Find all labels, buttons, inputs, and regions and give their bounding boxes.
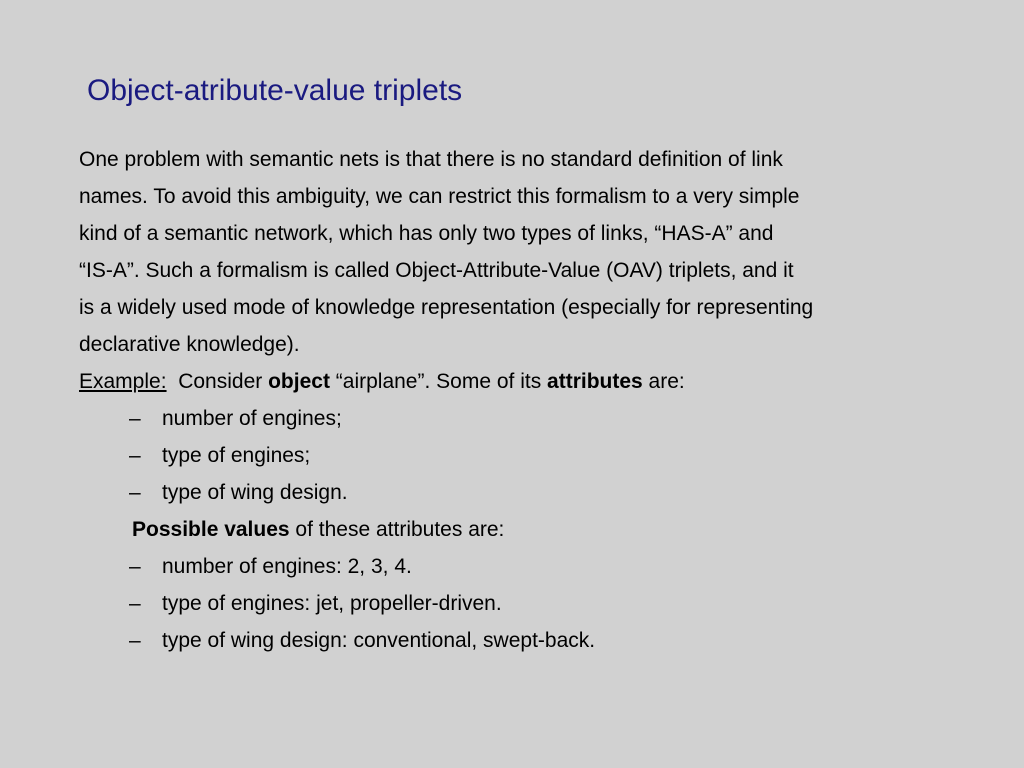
object-word: object	[268, 370, 330, 393]
dash-bullet: –	[129, 444, 141, 467]
example-line	[79, 363, 979, 400]
list-item-text: type of wing design: conventional, swept-back.	[162, 629, 596, 652]
slide-body	[79, 141, 979, 659]
example-label: Example:	[79, 370, 167, 393]
paragraph-line: “IS-A”. Such a formalism is called Object-Attribute-Value (OAV) triplets, and it	[79, 259, 794, 282]
list-item	[79, 437, 979, 474]
slide-title: Object-atribute-value triplets	[87, 74, 463, 107]
paragraph-line: names. To avoid this ambiguity, we can restrict this formalism to a very simple	[79, 185, 800, 208]
paragraph-line: One problem with semantic nets is that there is no standard definition of link	[79, 148, 783, 171]
paragraph-line: kind of a semantic network, which has only two types of links, “HAS-A” and	[79, 222, 774, 245]
example-text-after: are:	[642, 370, 685, 393]
list-item-text: type of engines;	[162, 444, 311, 467]
dash-bullet: –	[129, 555, 141, 578]
dash-bullet: –	[129, 407, 141, 430]
dash-bullet: –	[129, 592, 141, 615]
list-item-text: number of engines: 2, 3, 4.	[162, 555, 412, 578]
attributes-list	[79, 400, 979, 511]
possible-values-line	[79, 511, 979, 548]
list-item	[79, 622, 979, 659]
dash-bullet: –	[129, 629, 141, 652]
example-text-mid: “airplane”. Some of its	[329, 370, 548, 393]
intro-paragraph	[79, 141, 979, 363]
values-list	[79, 548, 979, 659]
paragraph-line: is a widely used mode of knowledge representation (especially for representing	[79, 296, 814, 319]
paragraph-line: declarative knowledge).	[79, 333, 300, 356]
example-text-before: Consider	[166, 370, 269, 393]
list-item-text: type of wing design.	[162, 481, 348, 504]
list-item	[79, 548, 979, 585]
list-item-text: number of engines;	[162, 407, 342, 430]
list-item	[79, 585, 979, 622]
list-item	[79, 400, 979, 437]
possible-values-label: Possible values	[132, 518, 290, 541]
possible-values-text: of these attributes are:	[289, 518, 505, 541]
dash-bullet: –	[129, 481, 141, 504]
attributes-word: attributes	[547, 370, 643, 393]
list-item-text: type of engines: jet, propeller-driven.	[162, 592, 502, 615]
list-item	[79, 474, 979, 511]
